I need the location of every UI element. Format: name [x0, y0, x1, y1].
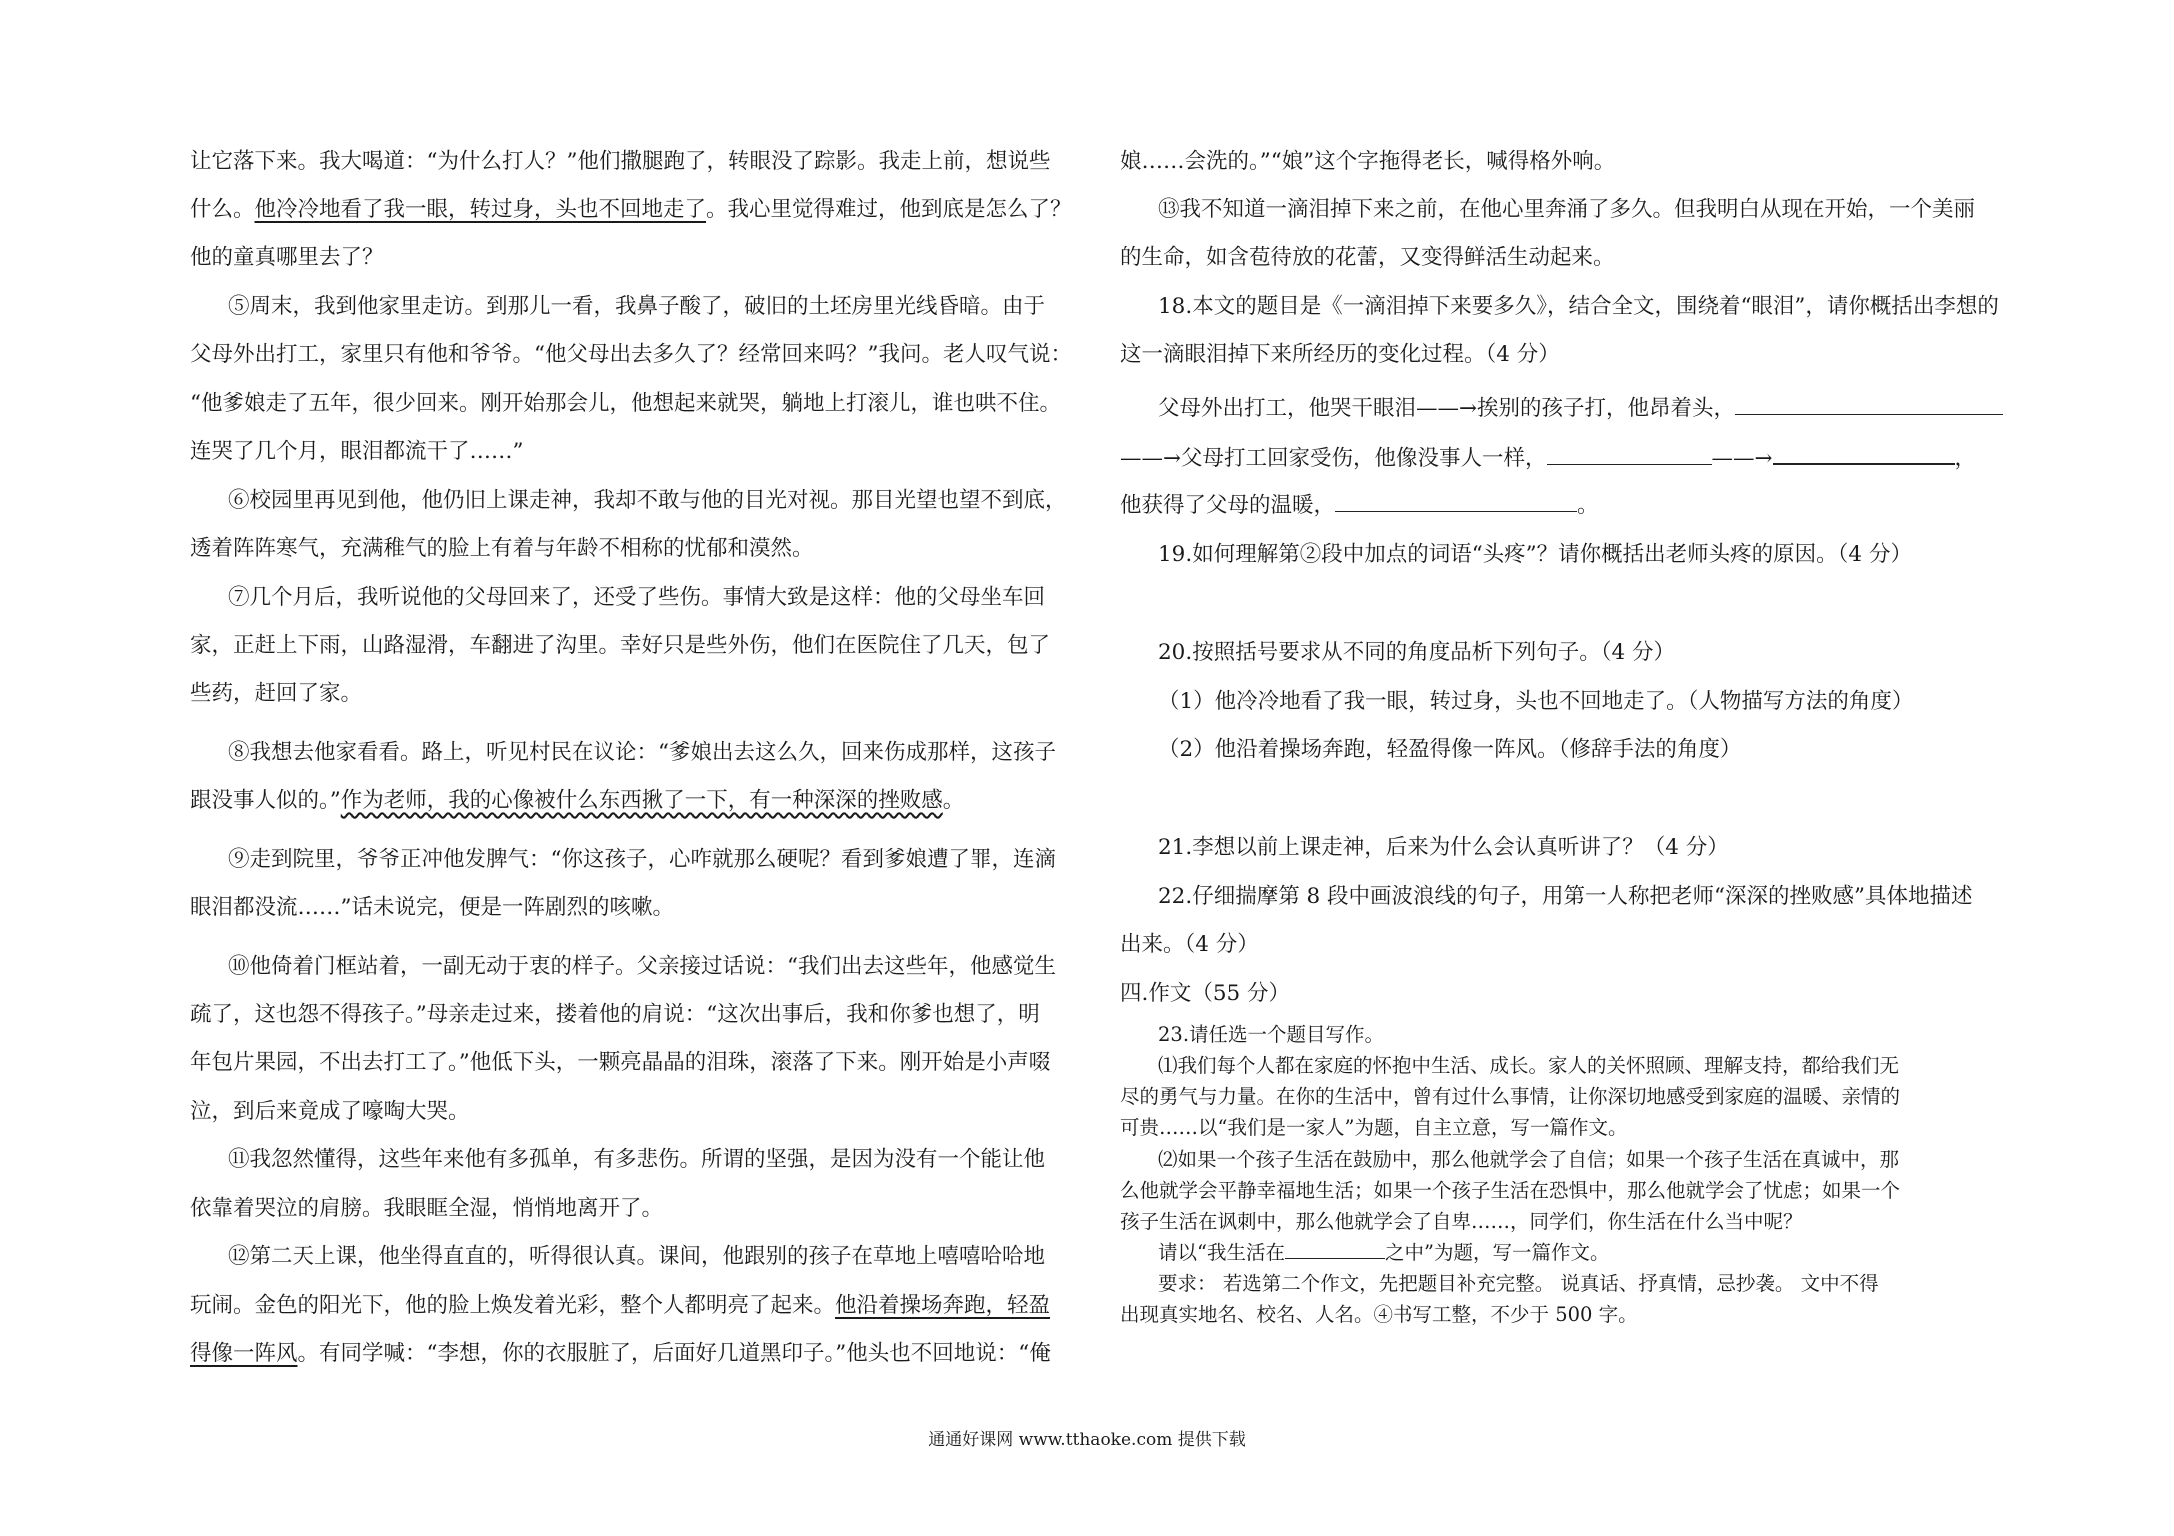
- text-line: 眼泪都没流……”话未说完，便是一阵剧烈的咳嗽。: [190, 895, 674, 920]
- text-line: “他爹娘走了五年，很少回来。刚开始那会儿，他想起来就哭，躺地上打滚儿，谁也哄不住。: [190, 391, 1061, 416]
- text-line: 年包片果园，不出去打工了。”他低下头，一颗亮晶晶的泪珠，滚落了下来。刚开始是小声啜: [190, 1050, 1051, 1075]
- paragraph-5-start: ⑤周末，我到他家里走访。到那儿一看，我鼻子酸了，破旧的土坯房里光线昏暗。由于: [228, 294, 1046, 319]
- answer-line-3: 他获得了父母的温暖， 。: [1120, 493, 1599, 518]
- prompt-2: ⑵如果一个孩子生活在鼓励中，那么他就学会了自信；如果一个孩子生活在真诚中，那: [1158, 1148, 1900, 1171]
- text-line: 的生命，如含苞待放的花蕾，又变得鲜活生动起来。: [1120, 245, 1615, 270]
- question-21: 21.李想以前上课走神，后来为什么会认真听讲了？（4 分）: [1158, 835, 1729, 860]
- question-23: 23.请任选一个题目写作。: [1158, 1023, 1385, 1046]
- text-line: 依靠着哭泣的肩膀。我眼眶全湿，悄悄地离开了。: [190, 1196, 664, 1221]
- prompt-1: ⑴我们每个人都在家庭的怀抱中生活、成长。家人的关怀照顾、理解支持，都给我们无: [1158, 1054, 1900, 1077]
- paragraph-7-start: ⑦几个月后，我听说他的父母回来了，还受了些伤。事情大致是这样：他的父母坐车回: [228, 585, 1046, 610]
- text-line: 这一滴眼泪掉下来所经历的变化过程。（4 分）: [1120, 342, 1560, 367]
- answer-blank[interactable]: [1547, 444, 1712, 465]
- text-line: 孩子生活在讽刺中，那么他就学会了自卑……，同学们，你生活在什么当中呢？: [1120, 1210, 1803, 1233]
- text-line: 些药，赶回了家。: [190, 681, 363, 706]
- text-line: 泣，到后来竟成了嚎啕大哭。: [190, 1099, 470, 1124]
- text-line: 疏了，这也怨不得孩子。”母亲走过来，搂着他的肩说：“这次出事后，我和你爹也想了，明: [190, 1002, 1040, 1027]
- answer-line-2: ——→父母打工回家受伤，他像没事人一样， ——→ ，: [1120, 443, 1976, 474]
- footer-source: 通通好课网 www.tthaoke.com 提供下载: [928, 1430, 1246, 1450]
- paragraph-12-start: ⑫第二天上课，他坐得直直的，听得很认真。课间，他跟别的孩子在草地上嘻嘻哈哈地: [228, 1244, 1046, 1269]
- text-line: 玩闹。金色的阳光下，他的脸上焕发着光彩，整个人都明亮了起来。他沿着操场奔跑，轻盈: [190, 1293, 1051, 1318]
- underlined-sentence: 他沿着操场奔跑，轻盈: [835, 1293, 1051, 1318]
- answer-blank[interactable]: [1335, 491, 1577, 512]
- text-line: 出来。（4 分）: [1120, 932, 1259, 957]
- answer-blank[interactable]: [1773, 443, 1955, 465]
- text-line: 什么。他冷冷地看了我一眼，转过身，头也不回地走了。我心里觉得难过，他到底是怎么了？: [190, 197, 1072, 222]
- text-line: 连哭了几个月，眼泪都流干了……”: [190, 439, 524, 464]
- paragraph-10-start: ⑩他倚着门框站着，一副无动于衷的样子。父亲接过话说：“我们出去这些年，他感觉生: [228, 954, 1056, 979]
- underlined-sentence: 得像一阵风: [190, 1341, 298, 1366]
- paragraph-6-start: ⑥校园里再见到他，他仍旧上课走神，我却不敢与他的目光对视。那目光望也望不到底，: [228, 488, 1067, 513]
- text-line: 父母外出打工，家里只有他和爷爷。“他父母出去多久了？经常回来吗？”我问。老人叹气说：: [190, 342, 1072, 367]
- paragraph-8-start: ⑧我想去他家看看。路上，听见村民在议论：“爹娘出去这么久，回来伤成那样，这孩子: [228, 740, 1056, 765]
- question-20-2: （2）他沿着操场奔跑，轻盈得像一阵风。（修辞手法的角度）: [1158, 737, 1742, 762]
- question-20: 20.按照括号要求从不同的角度品析下列句子。（4 分）: [1158, 640, 1675, 665]
- paragraph-13-start: ⑬我不知道一滴泪掉下来之前，在他心里奔涌了多久。但我明白从现在开始，一个美丽: [1158, 197, 1976, 222]
- text-line: 么他就学会平静幸福地生活；如果一个孩子生活在恐惧中，那么他就学会了忧虑；如果一个: [1120, 1179, 1901, 1202]
- text-line: 可贵……以“我们是一家人”为题，自主立意，写一篇作文。: [1120, 1116, 1628, 1139]
- question-22: 22.仔细揣摩第 8 段中画波浪线的句子，用第一人称把老师“深深的挫败感”具体地描述: [1158, 884, 1973, 909]
- question-19: 19.如何理解第②段中加点的词语“头疼”？请你概括出老师头疼的原因。（4 分）: [1158, 542, 1912, 567]
- answer-line-1: 父母外出打工，他哭干眼泪——→挨别的孩子打，他昂着头，: [1158, 394, 2003, 424]
- paragraph-11-start: ⑪我忽然懂得，这些年来他有多孤单，有多悲伤。所谓的坚强，是因为没有一个能让他: [228, 1147, 1046, 1172]
- text-line: 出现真实地名、校名、人名。④书写工整，不少于 500 字。: [1120, 1303, 1638, 1326]
- text-line: 透着阵阵寒气，充满稚气的脸上有着与年龄不相称的忧郁和漠然。: [190, 536, 814, 561]
- section-heading-composition: 四.作文（55 分）: [1120, 981, 1291, 1006]
- question-18: 18.本文的题目是《一滴泪掉下来要多久》，结合全文，围绕着“眼泪”，请你概括出李想的: [1158, 294, 1999, 319]
- text-line: 尽的勇气与力量。在你的生活中，曾有过什么事情，让你深切地感受到家庭的温暖、亲情的: [1120, 1085, 1901, 1108]
- question-20-1: （1）他冷冷地看了我一眼，转过身，头也不回地走了。（人物描写方法的角度）: [1158, 689, 1914, 714]
- text-line: 得像一阵风。有同学喊：“李想，你的衣服脏了，后面好几道黑印子。”他头也不回地说：“俺: [190, 1341, 1051, 1366]
- text-line: 娘……会洗的。”“娘”这个字拖得老长，喊得格外响。: [1120, 149, 1616, 174]
- requirements: 要求： 若选第二个作文，先把题目补充完整。 说真话、抒真情，忌抄袭。 文中不得: [1158, 1272, 1879, 1295]
- answer-blank[interactable]: [1735, 394, 2003, 415]
- text-line: 家，正赶上下雨，山路湿滑，车翻进了沟里。幸好只是些外伤，他们在医院住了几天，包了: [190, 633, 1051, 658]
- paragraph-9-start: ⑨走到院里，爷爷正冲他发脾气：“你这孩子，心咋就那么硬呢？看到爹娘遭了罪，连滴: [228, 847, 1056, 872]
- text-line: 跟没事人似的。”作为老师，我的心像被什么东西揪了一下，有一种深深的挫败感。: [190, 788, 965, 813]
- title-blank[interactable]: [1285, 1240, 1385, 1259]
- title-fill-line: 请以“我生活在 之中”为题，写一篇作文。: [1158, 1241, 1610, 1264]
- text-line: 让它落下来。我大喝道：“为什么打人？”他们撒腿跑了，转眼没了踪影。我走上前，想说些: [190, 149, 1051, 174]
- text-line: 他的童真哪里去了？: [190, 245, 384, 270]
- wavy-underlined-sentence: 作为老师，我的心像被什么东西揪了一下，有一种深深的挫败感: [340, 788, 943, 813]
- underlined-sentence: 他冷冷地看了我一眼，转过身，头也不回地走了: [254, 197, 707, 222]
